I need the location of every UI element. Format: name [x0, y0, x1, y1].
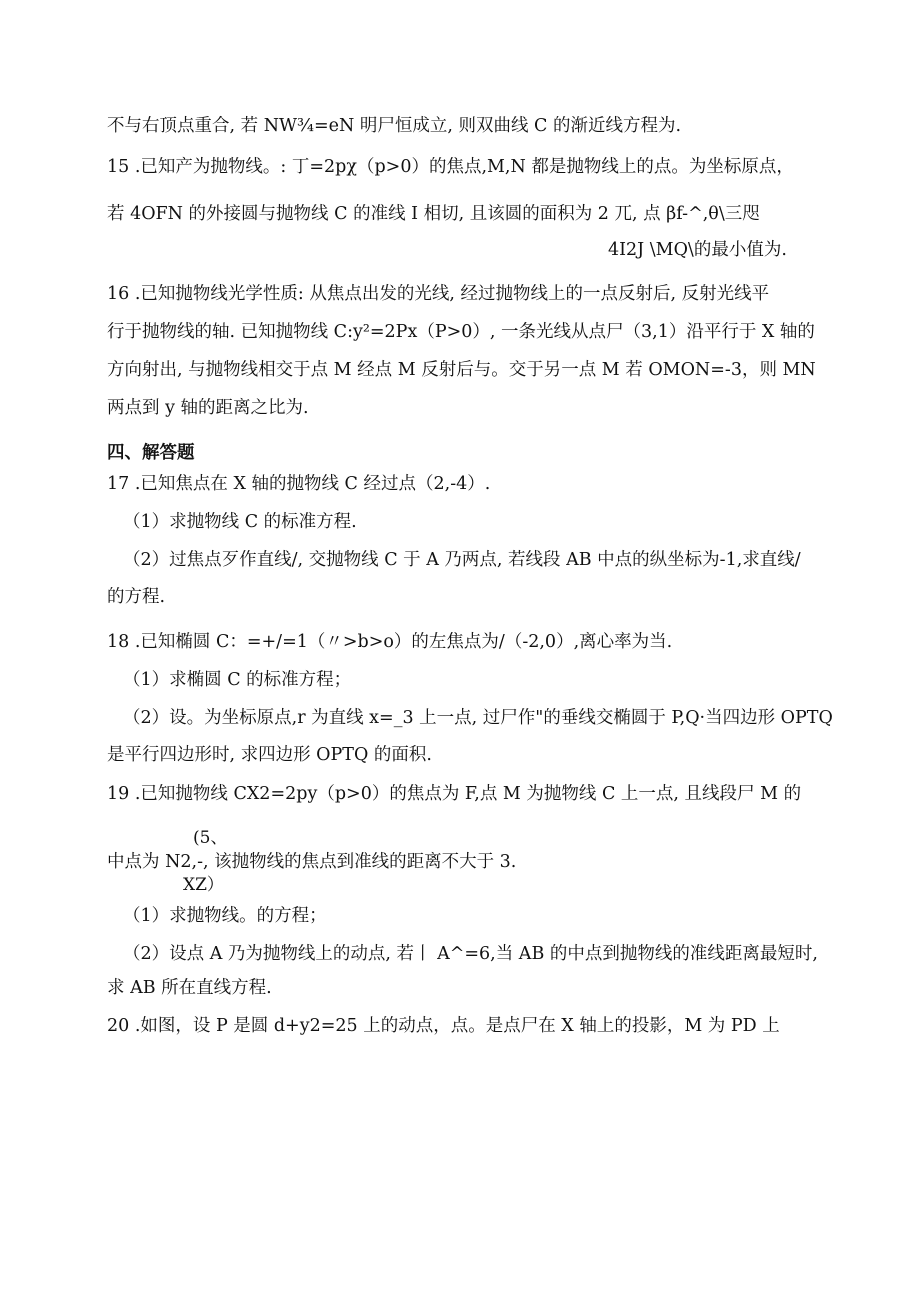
text-line-q16-1: 16 .已知抛物线光学性质: 从焦点出发的光线, 经过抛物线上的一点反射后, 反射光线平	[107, 284, 770, 304]
text-line-q18-4: 是平行四边形时, 求四边形 OPTQ 的面积.	[107, 745, 432, 765]
text-line-q19-1: 19 .已知抛物线 CX2=2py（p>0）的焦点为 F,点 M 为抛物线 C 上一点, 且线段尸 M 的	[107, 784, 802, 804]
text-line-q19-2: 中点为 N2,-, 该抛物线的焦点到准线的距离不大于 3.	[107, 852, 517, 872]
text-line-q15-1: 15 .已知产为抛物线。: 丁=2pχ（p>0）的焦点,M,N 都是抛物线上的点。为坐标原点，	[107, 157, 794, 177]
text-line-q16-4: 两点到 y 轴的距离之比为.	[107, 398, 309, 418]
text-line-q18-2: （1）求椭圆 C 的标准方程；	[123, 670, 352, 690]
text-line-q14-tail: 不与右顶点重合, 若 NW¾=eN 明尸恒成立, 则双曲线 C 的渐近线方程为.	[107, 116, 682, 136]
text-line-q19-3: （1）求抛物线。的方程；	[123, 906, 327, 926]
text-line-q19-frac-top: (5、	[193, 828, 228, 848]
text-line-q19-4: （2）设点 A 乃为抛物线上的动点, 若丨 A^=6,当 AB 的中点到抛物线的准线距离最短时,	[123, 944, 818, 964]
text-line-q19-frac-bottom: XZ）	[183, 875, 224, 895]
text-line-q17-3: （2）过焦点歹作直线/, 交抛物线 C 于 A 乃两点, 若线段 AB 中点的纵坐标为-1,求直线/	[123, 550, 801, 570]
text-line-q17-4: 的方程.	[107, 587, 166, 607]
text-line-q20-1: 20 .如图，设 P 是圆 d+y2=25 上的动点，点。是点尸在 X 轴上的投影，M 为 PD 上	[107, 1016, 780, 1036]
text-line-q17-1: 17 .已知焦点在 X 轴的抛物线 C 经过点（2,-4）.	[107, 474, 491, 494]
text-line-q15-3: 4I2J \MQ\的最小值为.	[608, 240, 787, 260]
text-line-q15-2: 若 4OFN 的外接圆与抛物线 C 的准线 I 相切, 且该圆的面积为 2 兀, 点 βf-^,θ\三咫	[107, 204, 760, 224]
text-line-q19-5: 求 AB 所在直线方程.	[107, 978, 272, 998]
text-line-q16-3: 方向射出, 与抛物线相交于点 M 经点 M 反射后与。交于另一点 M 若 OMON=-3，则 MN	[107, 360, 816, 380]
text-line-q16-2: 行于抛物线的轴. 已知抛物线 C:y²=2Px（P>0）, 一条光线从点尸（3,1）沿平行于 X 轴的	[107, 322, 815, 342]
text-line-q18-1: 18 .已知椭圆 C：=+/=1（〃>b>o）的左焦点为/（-2,0）,离心率为当.	[107, 632, 673, 652]
text-line-q17-2: （1）求抛物线 C 的标准方程.	[123, 512, 357, 532]
text-line-q18-3: （2）设。为坐标原点,r 为直线 x=_3 上一点, 过尸作"的垂线交椭圆于 P,Q·当四边形 OPTQ	[123, 708, 833, 728]
section-heading: 四、解答题	[107, 443, 195, 463]
